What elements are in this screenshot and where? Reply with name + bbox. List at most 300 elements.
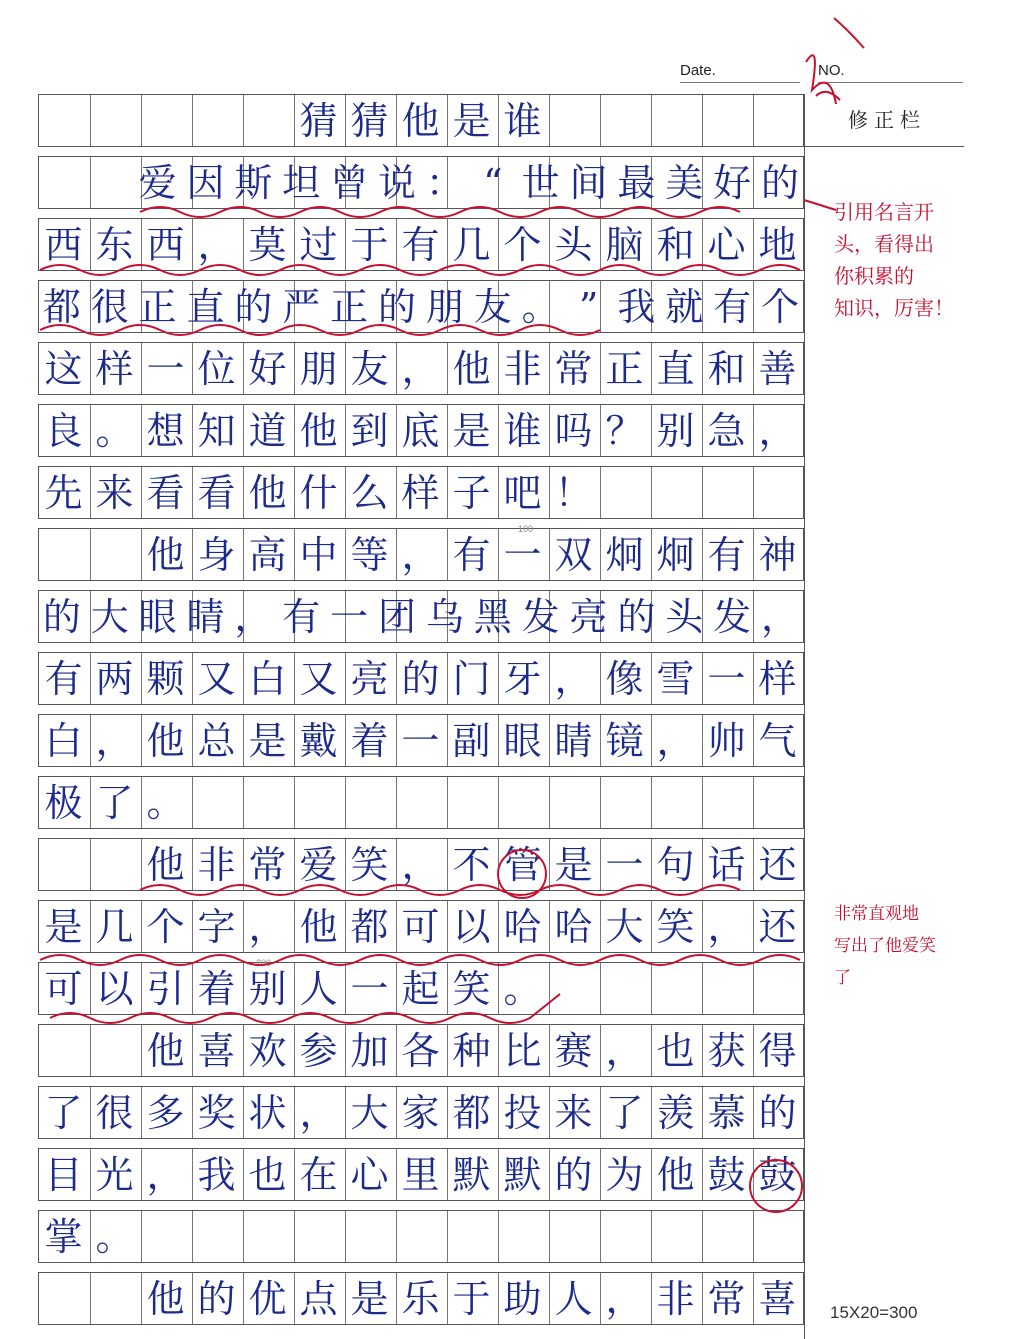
- essay-line: [38, 218, 804, 271]
- essay-character: 是: [248, 718, 287, 763]
- comment-1-line-4: 知识，厉害！: [834, 296, 954, 320]
- essay-character: 是: [452, 408, 491, 453]
- essay-character: 先: [44, 470, 83, 515]
- essay-character: 朋: [425, 284, 464, 329]
- comment-2-line-3: 了: [834, 968, 851, 988]
- essay-character: 牙: [503, 656, 542, 701]
- essay-character: 大: [350, 1090, 389, 1135]
- essay-character: 镜: [605, 718, 644, 763]
- grid-cell-blank: [86, 156, 134, 209]
- grid-cell-blank: [191, 94, 242, 147]
- essay-character: 一: [401, 718, 440, 763]
- essay-character: 都: [452, 1090, 491, 1135]
- essay-character: 莫: [248, 222, 287, 267]
- essay-character: 我: [197, 1152, 236, 1197]
- essay-character: 起: [401, 966, 440, 1011]
- essay-character: 雪: [656, 656, 695, 701]
- essay-character: 状: [248, 1090, 287, 1135]
- essay-character: 猜: [299, 98, 338, 143]
- essay-character: 点: [299, 1276, 338, 1321]
- essay-character: ，: [605, 1028, 644, 1073]
- date-line: [680, 82, 800, 83]
- essay-character: 有: [452, 532, 491, 577]
- essay-character: 看: [146, 470, 185, 515]
- essay-line: [38, 652, 804, 705]
- essay-character: 正: [605, 346, 644, 391]
- essay-character: “: [483, 160, 503, 205]
- essay-character: 发: [521, 594, 560, 639]
- essay-character: 他: [299, 408, 338, 453]
- essay-character: 吗: [554, 408, 593, 453]
- essay-character: 家: [401, 1090, 440, 1135]
- essay-character: 是: [44, 904, 83, 949]
- essay-character: 说: [378, 160, 417, 205]
- essay-character: 斯: [234, 160, 273, 205]
- grid-cell-blank: [38, 1024, 89, 1077]
- essay-character: 样: [95, 346, 134, 391]
- grid-cell-blank: [89, 1272, 140, 1325]
- essay-character: 以: [452, 904, 491, 949]
- essay-character: 爱: [138, 160, 177, 205]
- essay-line: [38, 838, 804, 891]
- essay-title: [38, 94, 804, 147]
- grid-marker-100: 100: [518, 524, 534, 534]
- essay-line: [38, 280, 804, 333]
- essay-character: 等: [350, 532, 389, 577]
- essay-character: 他: [656, 1152, 695, 1197]
- essay-character: 谁: [503, 408, 542, 453]
- essay-character: 还: [758, 904, 797, 949]
- essay-character: 着: [197, 966, 236, 1011]
- essay-character: 了: [605, 1090, 644, 1135]
- essay-character: 正: [330, 284, 369, 329]
- essay-character: 是: [452, 98, 491, 143]
- essay-character: 了: [95, 780, 134, 825]
- essay-line: [38, 342, 804, 395]
- essay-character: 笑: [350, 842, 389, 887]
- essay-character: 一: [350, 966, 389, 1011]
- essay-character: 西: [146, 222, 185, 267]
- essay-character: 友: [473, 284, 512, 329]
- grid-cell-blank: [38, 94, 89, 147]
- essay-character: 白: [44, 718, 83, 763]
- essay-character: 世: [521, 160, 560, 205]
- essay-character: 眼: [503, 718, 542, 763]
- essay-line: [38, 900, 804, 953]
- essay-character: 直: [656, 346, 695, 391]
- essay-character: 一: [503, 532, 542, 577]
- essay-character: 良: [44, 408, 83, 453]
- essay-character: 喜: [758, 1276, 797, 1321]
- essay-line: [38, 1210, 804, 1263]
- grid-marker-200: 200: [256, 958, 272, 968]
- essay-character: 门: [452, 656, 491, 701]
- essay-character: 是: [554, 842, 593, 887]
- essay-character: ，: [605, 1276, 644, 1321]
- essay-character: 又: [197, 656, 236, 701]
- essay-character: 个: [146, 904, 185, 949]
- essay-character: 美: [665, 160, 704, 205]
- essay-line: [38, 528, 804, 581]
- essay-character: 了: [44, 1090, 83, 1135]
- essay-character: 有: [44, 656, 83, 701]
- essay-line: [38, 1086, 804, 1139]
- essay-character: 这: [44, 346, 83, 391]
- essay-line: [38, 714, 804, 767]
- essay-character: 么: [350, 470, 389, 515]
- essay-character: 。: [95, 408, 134, 453]
- essay-character: ，: [234, 594, 273, 639]
- essay-character: ，: [656, 718, 695, 763]
- essay-character: 有: [707, 532, 746, 577]
- essay-character: 笑: [452, 966, 491, 1011]
- essay-character: 大: [605, 904, 644, 949]
- essay-character: ，: [401, 842, 440, 887]
- essay-character: 炯: [656, 532, 695, 577]
- essay-character: ，: [707, 904, 746, 949]
- essay-character: 获: [707, 1028, 746, 1073]
- grid-cell-blank: [38, 528, 89, 581]
- essay-character: 。: [95, 1214, 134, 1259]
- essay-character: 知: [197, 408, 236, 453]
- essay-grid-sheet: [38, 94, 804, 1339]
- grid-spec-label: 15X20=300: [830, 1303, 918, 1322]
- number-label: NO.: [818, 62, 845, 79]
- essay-character: 来: [95, 470, 134, 515]
- essay-character: 非: [656, 1276, 695, 1321]
- grid-cell-blank: [140, 94, 191, 147]
- essay-character: 掌: [44, 1214, 83, 1259]
- essay-character: 吧: [503, 470, 542, 515]
- essay-character: 别: [656, 408, 695, 453]
- essay-character: 又: [299, 656, 338, 701]
- essay-character: 不: [452, 842, 491, 887]
- essay-character: 有: [282, 594, 321, 639]
- essay-character: 可: [401, 904, 440, 949]
- essay-character: 爱: [299, 842, 338, 887]
- essay-character: 的: [617, 594, 656, 639]
- essay-character: 地: [758, 222, 797, 267]
- essay-character: 友: [350, 346, 389, 391]
- essay-character: 西: [44, 222, 83, 267]
- essay-character: 因: [186, 160, 225, 205]
- essay-character: 一: [330, 594, 369, 639]
- essay-character: 加: [350, 1028, 389, 1073]
- essay-character: 戴: [299, 718, 338, 763]
- essay-character: 来: [554, 1090, 593, 1135]
- essay-character: 奖: [197, 1090, 236, 1135]
- essay-character: 非: [197, 842, 236, 887]
- essay-character: ，: [401, 346, 440, 391]
- essay-character: ”: [578, 284, 599, 329]
- essay-character: ，: [146, 1152, 185, 1197]
- essay-character: 喜: [197, 1028, 236, 1073]
- essay-character: 几: [95, 904, 134, 949]
- essay-character: 种: [452, 1028, 491, 1073]
- essay-character: 常: [248, 842, 287, 887]
- essay-character: 样: [401, 470, 440, 515]
- essay-character: 别: [248, 966, 287, 1011]
- essay-line: [38, 466, 804, 519]
- essay-character: 谁: [503, 98, 542, 143]
- essay-character: 心: [707, 222, 746, 267]
- essay-character: 为: [605, 1152, 644, 1197]
- comment-1-line-3: 你积累的: [834, 264, 914, 288]
- essay-line: [38, 962, 804, 1015]
- essay-character: 大: [90, 594, 129, 639]
- essay-character: 也: [248, 1152, 287, 1197]
- essay-character: 到: [350, 408, 389, 453]
- essay-character: 投: [503, 1090, 542, 1135]
- essay-character: 的: [378, 284, 417, 329]
- essay-character: 他: [401, 98, 440, 143]
- essay-character: 他: [146, 718, 185, 763]
- number-line: [818, 82, 963, 83]
- essay-character: 坦: [282, 160, 321, 205]
- essay-character: 还: [758, 842, 797, 887]
- essay-character: 引: [146, 966, 185, 1011]
- essay-character: 得: [758, 1028, 797, 1073]
- essay-character: 鼓: [707, 1152, 746, 1197]
- essay-character: 默: [452, 1152, 491, 1197]
- essay-character: 他: [299, 904, 338, 949]
- essay-character: 默: [503, 1152, 542, 1197]
- essay-character: 一: [707, 656, 746, 701]
- essay-character: 亮: [350, 656, 389, 701]
- essay-line: [38, 1272, 804, 1325]
- comment-2-line-1: 非常直观地: [834, 904, 919, 924]
- essay-character: 脑: [605, 222, 644, 267]
- essay-character: 哈: [554, 904, 593, 949]
- essay-character: 间: [569, 160, 608, 205]
- essay-character: 慕: [707, 1090, 746, 1135]
- essay-line: [38, 1024, 804, 1077]
- essay-character: 颗: [146, 656, 185, 701]
- teacher-initial-mark: [806, 18, 864, 104]
- essay-line: [38, 590, 804, 643]
- comment-1-line-2: 头，看得出: [834, 232, 934, 256]
- essay-character: 和: [656, 222, 695, 267]
- essay-character: 严: [282, 284, 321, 329]
- essay-character: 非: [503, 346, 542, 391]
- essay-character: 字: [197, 904, 236, 949]
- essay-character: 善: [758, 346, 797, 391]
- essay-character: 优: [248, 1276, 287, 1321]
- essay-character: 的: [401, 656, 440, 701]
- essay-character: 位: [197, 346, 236, 391]
- essay-character: 他: [248, 470, 287, 515]
- essay-character: 哈: [503, 904, 542, 949]
- essay-character: 常: [554, 346, 593, 391]
- essay-character: 句: [656, 842, 695, 887]
- comment-2-line-2: 写出了他爱笑: [834, 936, 936, 956]
- essay-character: ，: [761, 594, 800, 639]
- essay-character: ，: [401, 532, 440, 577]
- date-label: Date.: [680, 62, 716, 79]
- grid-cell-blank: [89, 94, 140, 147]
- essay-character: 的: [761, 160, 800, 205]
- essay-character: 赛: [554, 1028, 593, 1073]
- essay-character: 都: [350, 904, 389, 949]
- essay-character: 的: [42, 594, 81, 639]
- essay-character: 双: [554, 532, 593, 577]
- essay-character: ！: [554, 470, 593, 515]
- grid-cell-blank: [89, 1024, 140, 1077]
- essay-character: ：: [425, 160, 464, 205]
- essay-character: 也: [656, 1028, 695, 1073]
- essay-character: 他: [146, 1028, 185, 1073]
- essay-character: 团: [378, 594, 417, 639]
- essay-character: 黑: [473, 594, 512, 639]
- essay-character: 亮: [569, 594, 608, 639]
- essay-line: [38, 776, 804, 829]
- essay-character: 个: [503, 222, 542, 267]
- essay-character: 睛: [554, 718, 593, 763]
- grid-cell-blank: [38, 1272, 89, 1325]
- essay-character: 有: [713, 284, 752, 329]
- essay-character: 中: [299, 532, 338, 577]
- essay-character: ，: [554, 656, 593, 701]
- essay-character: 气: [758, 718, 797, 763]
- essay-character: 底: [401, 408, 440, 453]
- essay-character: 的: [234, 284, 273, 329]
- essay-character: 神: [758, 532, 797, 577]
- essay-character: 他: [146, 1276, 185, 1321]
- essay-character: 很: [90, 284, 129, 329]
- essay-character: 几: [452, 222, 491, 267]
- essay-character: 。: [503, 966, 542, 1011]
- essay-character: 助: [503, 1276, 542, 1321]
- essay-character: 高: [248, 532, 287, 577]
- teacher-comment-1: [834, 196, 954, 324]
- essay-character: 乐: [401, 1276, 440, 1321]
- essay-character: 于: [452, 1276, 491, 1321]
- grid-cell-blank: [242, 94, 293, 147]
- essay-character: 。: [521, 284, 560, 329]
- essay-character: 朋: [299, 346, 338, 391]
- essay-character: 极: [44, 780, 83, 825]
- essay-character: 目: [44, 1152, 83, 1197]
- essay-character: 的: [197, 1276, 236, 1321]
- essay-character: ，: [299, 1090, 338, 1135]
- essay-character: 过: [299, 222, 338, 267]
- essay-character: 参: [299, 1028, 338, 1073]
- essay-character: 帅: [707, 718, 746, 763]
- grid-cell-blank: [89, 838, 140, 891]
- essay-character: 曾: [330, 160, 369, 205]
- essay-character: 我: [617, 284, 656, 329]
- essay-character: 他: [146, 842, 185, 887]
- essay-character: 炯: [605, 532, 644, 577]
- essay-character: 样: [758, 656, 797, 701]
- essay-character: 乌: [425, 594, 464, 639]
- essay-character: 好: [248, 346, 287, 391]
- essay-character: 很: [95, 1090, 134, 1135]
- essay-character: 就: [665, 284, 704, 329]
- essay-character: 的: [758, 1090, 797, 1135]
- correction-column-title: 修正栏: [848, 108, 926, 132]
- essay-character: 光: [95, 1152, 134, 1197]
- essay-line: [38, 1148, 804, 1201]
- essay-character: 是: [350, 1276, 389, 1321]
- essay-character: 看: [197, 470, 236, 515]
- essay-character: 发: [713, 594, 752, 639]
- essay-character: 有: [401, 222, 440, 267]
- essay-character: 一: [605, 842, 644, 887]
- essay-character: 的: [554, 1152, 593, 1197]
- grid-cell-blank: [38, 156, 86, 209]
- essay-character: 鼓: [758, 1152, 797, 1197]
- essay-character: 睛: [186, 594, 225, 639]
- essay-character: 心: [350, 1152, 389, 1197]
- essay-character: 急: [707, 408, 746, 453]
- essay-character: ，: [95, 718, 134, 763]
- essay-character: 道: [248, 408, 287, 453]
- essay-character: 于: [350, 222, 389, 267]
- essay-character: 多: [146, 1090, 185, 1135]
- essay-character: 身: [197, 532, 236, 577]
- essay-character: ，: [197, 222, 236, 267]
- essay-character: 好: [713, 160, 752, 205]
- essay-character: 想: [146, 408, 185, 453]
- essay-character: 副: [452, 718, 491, 763]
- essay-character: 可: [44, 966, 83, 1011]
- essay-character: 里: [401, 1152, 440, 1197]
- essay-character: ，: [248, 904, 287, 949]
- essay-character: 白: [248, 656, 287, 701]
- essay-character: 在: [299, 1152, 338, 1197]
- essay-character: 两: [95, 656, 134, 701]
- essay-character: 常: [707, 1276, 746, 1321]
- essay-character: 羡: [656, 1090, 695, 1135]
- essay-line: [38, 156, 804, 209]
- essay-character: 他: [146, 532, 185, 577]
- essay-character: 什: [299, 470, 338, 515]
- essay-character: 都: [42, 284, 81, 329]
- comment-1-line-1: 引用名言开: [834, 200, 934, 224]
- essay-character: 最: [617, 160, 656, 205]
- correction-column-divider: [804, 146, 964, 147]
- teacher-comment-2: [834, 898, 936, 994]
- essay-character: 笑: [656, 904, 695, 949]
- essay-character: 以: [95, 966, 134, 1011]
- essay-character: 话: [707, 842, 746, 887]
- essay-character: 眼: [138, 594, 177, 639]
- essay-character: 直: [186, 284, 225, 329]
- essay-character: 人: [299, 966, 338, 1011]
- essay-character: 东: [95, 222, 134, 267]
- essay-character: 个: [761, 284, 800, 329]
- essay-character: 他: [452, 346, 491, 391]
- essay-character: 头: [554, 222, 593, 267]
- essay-character: 比: [503, 1028, 542, 1073]
- essay-character: 猜: [350, 98, 389, 143]
- essay-character: 像: [605, 656, 644, 701]
- essay-character: 和: [707, 346, 746, 391]
- grid-cell-blank: [89, 528, 140, 581]
- essay-character: 各: [401, 1028, 440, 1073]
- essay-character: 欢: [248, 1028, 287, 1073]
- essay-character: 一: [146, 346, 185, 391]
- essay-character: 管: [503, 842, 542, 887]
- grid-cell-blank: [38, 838, 89, 891]
- essay-character: ？: [605, 408, 644, 453]
- essay-line: [38, 404, 804, 457]
- essay-character: 子: [452, 470, 491, 515]
- essay-character: ，: [758, 408, 797, 453]
- essay-character: 总: [197, 718, 236, 763]
- essay-character: 着: [350, 718, 389, 763]
